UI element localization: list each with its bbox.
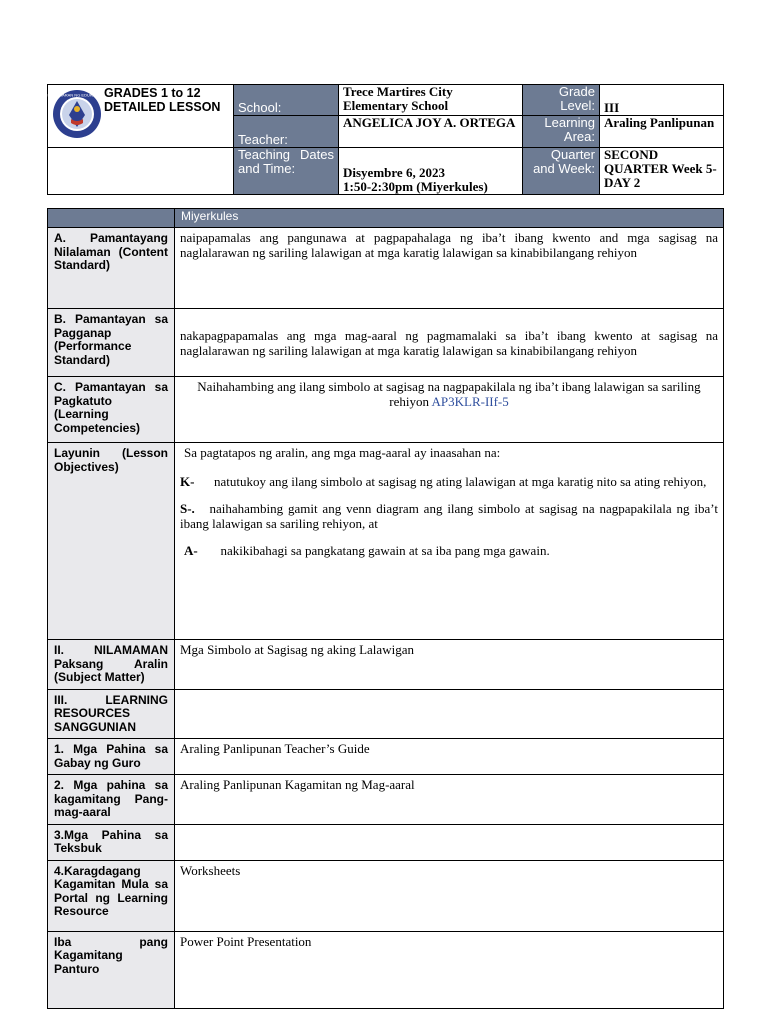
- lesson-objectives-cell: [175, 443, 724, 640]
- textbook-pages-text: [175, 824, 724, 860]
- subject-matter-text: Mga Simbolo at Sagisag ng aking Lalawigan: [175, 640, 724, 690]
- teaching-dates-label: Teaching Dates and Time:: [234, 148, 339, 195]
- learning-resources-text: [175, 689, 724, 739]
- school-value: Trece Martires City Elementary School: [339, 85, 523, 116]
- performance-standard-text: nakapagpapamalas ang mga mag-aaral ng pagmamalaki sa iba’t ibang kwento at sagisag na naglalarawan ng sariling lalawigan at mga karatig lalawigan sa kinabibilangang rehiyon: [175, 309, 724, 377]
- lesson-plan-table: [47, 208, 724, 1009]
- content-standard-text: naipapamalas ang pangunawa at pagpapahalaga ng iba’t ibang kwento and mga sagisag na naglalarawan ng sariling lalawigan at mga karatig lalawigan sa kinabibilangang rehiyon: [175, 228, 724, 309]
- additional-materials-label: 4.Karagdagang Kagamitan Mula sa Portal ng Learning Resource: [48, 860, 175, 931]
- detailed-lesson-title: DETAILED LESSON: [104, 100, 221, 114]
- objective-skill: S-. naihahambing gamit ang venn diagram ang ilang simbolo at sagisag na nagpapakilala ng iba’t ibang lalawigan sa sariling rehiyon, at: [180, 501, 718, 531]
- competency-code: AP3KLR-IIf-5: [431, 394, 509, 409]
- teaching-dates-value: Disyembre 6, 2023 1:50-2:30pm (Miyerkules): [339, 148, 523, 195]
- additional-materials-text: Worksheets: [175, 860, 724, 931]
- other-materials-label: Iba pang Kagamitang Panturo: [48, 931, 175, 1008]
- teacher-label: Teacher:: [234, 116, 339, 148]
- objectives-intro: Sa pagtatapos ng aralin, ang mga mag-aaral ay inaasahan na:: [184, 445, 501, 460]
- header-blank-cell: [48, 148, 234, 195]
- deped-seal-logo: [47, 89, 107, 139]
- content-standard-label: A. Pamantayang Nilalaman (Content Standard): [48, 228, 175, 309]
- lesson-header-table: [47, 84, 724, 195]
- teacher-value: ANGELICA JOY A. ORTEGA: [339, 116, 523, 148]
- school-label: School:: [234, 85, 339, 116]
- lesson-objectives-label: Layunin (Lesson Objectives): [48, 443, 175, 640]
- quarter-week-value: SECOND QUARTER Week 5-DAY 2: [600, 148, 724, 195]
- deped-title-cell: [48, 85, 234, 148]
- learning-competencies-text: Naihahambing ang ilang simbolo at sagisag na nagpapakilala ng iba’t ibang lalawigan sa sariling rehiyon: [197, 379, 701, 409]
- objective-attitude: A- nakikibahagi sa pangkatang gawain at sa iba pang mga gawain.: [184, 543, 550, 558]
- learner-materials-label: 2. Mga pahina sa kagamitang Pang-mag-aaral: [48, 775, 175, 825]
- learning-competencies-label: C. Pamantayan sa Pagkatuto (Learning Competencies): [48, 377, 175, 443]
- grade-level-label: Grade Level:: [523, 85, 600, 116]
- learning-resources-label: III. LEARNING RESOURCES SANGGUNIAN: [48, 689, 175, 739]
- svg-text:KAGAWARAN NG EDUKASYON: KAGAWARAN NG EDUKASYON: [47, 92, 107, 98]
- grades-title: GRADES 1 to 12: [104, 86, 201, 100]
- learning-area-label: Learning Area:: [523, 116, 600, 148]
- grade-level-value: III: [600, 85, 724, 116]
- teacher-guide-label: 1. Mga Pahina sa Gabay ng Guro: [48, 739, 175, 775]
- header-blank: [48, 209, 175, 228]
- other-materials-text: Power Point Presentation: [175, 931, 724, 1008]
- performance-standard-label: B. Pamantayan sa Pagganap (Performance Standard): [48, 309, 175, 377]
- quarter-week-label: Quarter and Week:: [523, 148, 600, 195]
- textbook-pages-label: 3.Mga Pahina sa Teksbuk: [48, 824, 175, 860]
- learner-materials-text: Araling Panlipunan Kagamitan ng Mag-aaral: [175, 775, 724, 825]
- day-header: Miyerkules: [175, 209, 724, 228]
- teacher-guide-text: Araling Panlipunan Teacher’s Guide: [175, 739, 724, 775]
- subject-matter-label: II. NILAMAMAN Paksang Aralin (Subject Matter): [48, 640, 175, 690]
- learning-area-value: Araling Panlipunan: [600, 116, 724, 148]
- learning-competencies-cell: [175, 377, 724, 443]
- objective-knowledge: K- natutukoy ang ilang simbolo at sagisag ng ating lalawigan at mga karatig nito sa ating rehiyon,: [180, 474, 707, 489]
